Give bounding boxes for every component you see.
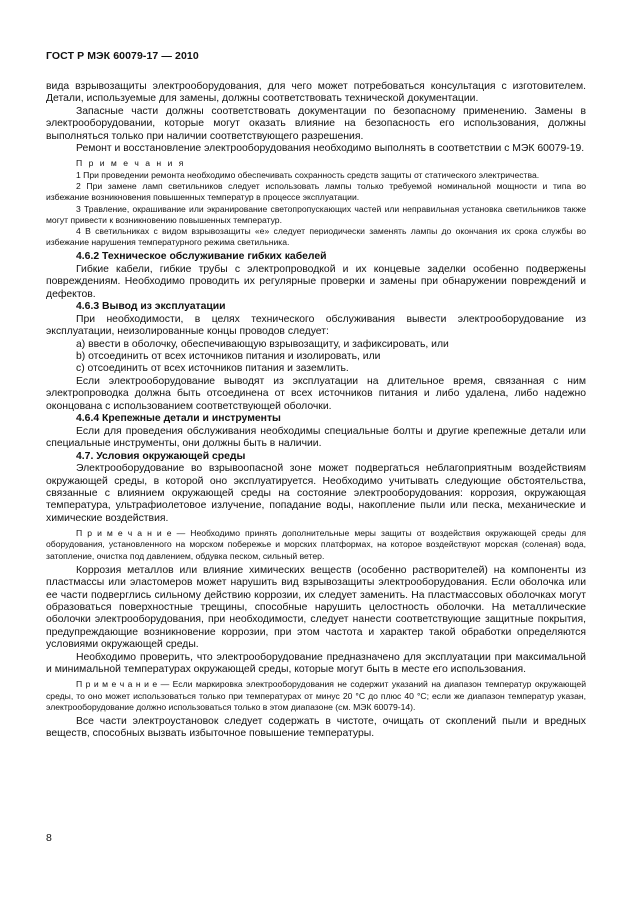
document-header: ГОСТ Р МЭК 60079-17 — 2010 [46,50,199,62]
paragraph: Если электрооборудование выводят из эксплуатации на длительное время, связанная с ним электропроводка должна быть отсоединена от всех источников питания и либо удалена, либо надежно оконцована с использованием соответствующей оболочки. [46,375,586,412]
page-number: 8 [46,832,52,844]
paragraph: Ремонт и восстановление электрооборудования необходимо выполнять в соответствии с МЭК 60079-19. [76,143,585,155]
paragraph: Запасные части должны соответствовать документации по безопасному применению. Замены в электрооборудовании, которые могут оказать влияние на безопасность его использования, должны выполняться только при наличии соответствующего разрешения. [46,105,586,142]
list-item: а) ввести в оболочку, обеспечивающую взрывозащиту, и зафиксировать, или [76,338,449,350]
paragraph: Необходимо проверить, что электрооборудование предназначено для эксплуатации при максимальной и минимальной температурах окружающей среды, которые могут быть в месте его использования. [46,651,586,675]
page-body [46,81,586,741]
paragraph: вида взрывозащиты электрооборудования, для чего может потребоваться консультация с изготовителем. Детали, используемые для замены, должны соответствовать технической документации. [46,81,586,105]
paragraph: Электрооборудование во взрывоопасной зоне может подвергаться неблагоприятным воздействиям окружающей среды, в которой оно эксплуатируется. Необходимо учитывать следующие обстоятельства, связанные с влиянием окружающей среды на состояние электрооборудования: коррозия, окружающая температура, ультрафиолетовое излучение, попадание воды, накопление пыли или песка, механические и химические воздействия. [46,463,586,524]
note-item: 4 В светильниках с видом взрывозащиты «е» следует периодически заменять лампы до окончания их срока службы во избежание нарушения температурного режима светильника. [46,226,586,248]
paragraph: Если для проведения обслуживания необходимы специальные болты и другие крепежные детали или специальные инструменты, они должны быть в наличии. [46,425,586,450]
section-heading: 4.6.3 Вывод из эксплуатации [76,301,226,313]
paragraph: При необходимости, в целях технического обслуживания вывести электрооборудование из эксплуатации, неизолированные концы проводов следует: [46,313,586,338]
list-item: с) отсоединить от всех источников питания и заземлить. [76,363,349,375]
note: П р и м е ч а н и е — Если маркировка электрооборудования не содержит указаний на диапазон температур окружающей среды, то оно может использоваться только при температурах от минус 20 °С до плюс 40 °С; если же диапазон температур указан, электрооборудование должно использоваться только в этом диапазоне (см. МЭК 60079-14). [46,679,586,712]
note-item: 2 При замене ламп светильников следует использовать лампы только требуемой номинальной мощности и типа во избежание возникновения повышенных температур в процессе эксплуатации. [46,181,586,203]
note-item: 1 При проведении ремонта необходимо обеспечивать сохранность средств защиты от статического электричества. [76,170,540,181]
paragraph: Коррозия металлов или влияние химических веществ (особенно растворителей) на компоненты из пластмассы или эластомеров может нарушить вид взрывозащиты электрооборудования. Если оболочка или ее части подверглись сильному действию коррозии, их следует заменить. На пластмассовых оболочках могут образоваться поверхностные трещины, способные нарушить целостность оболочки. На металлические оболочки электрооборудования, при необходимости, следует нанести соответствующие защитные покрытия, предупреждающие возникновение коррозии, при этом частота и характер такой обработки определяются условиями окружающей среды. [46,564,586,651]
section-heading: 4.6.2 Техническое обслуживание гибких кабелей [76,251,327,263]
paragraph: Все части электроустановок следует содержать в чистоте, очищать от скоплений пыли и вредных веществ, способных вызвать избыточное повышение температуры. [46,716,586,740]
notes-title: П р и м е ч а н и я [76,158,186,169]
section-heading: 4.6.4 Крепежные детали и инструменты [76,413,281,425]
note-item: 3 Травление, окрашивание или экранирование светопропускающих частей или неправильная установка светильников также могут привести к возникновению повышенных температур. [46,203,586,225]
paragraph: Гибкие кабели, гибкие трубы с электропроводкой и их концевые заделки особенно подвержены повреждениям. Необходимо проводить их регулярные проверки и замены при обнаружении повреждений и дефектов. [46,264,586,300]
list-item: b) отсоединить от всех источников питания и изолировать, или [76,351,381,363]
section-heading: 4.7. Условия окружающей среды [76,450,246,462]
note: П р и м е ч а н и е — Необходимо принять дополнительные меры защиты от воздействия окружающей среды для оборудования, установленного на морском побережье и морских платформах, на которое воздействуют морская (соленая) вода, затопление, очистка под давлением, обдувка песком, сильный ветер. [46,528,586,561]
